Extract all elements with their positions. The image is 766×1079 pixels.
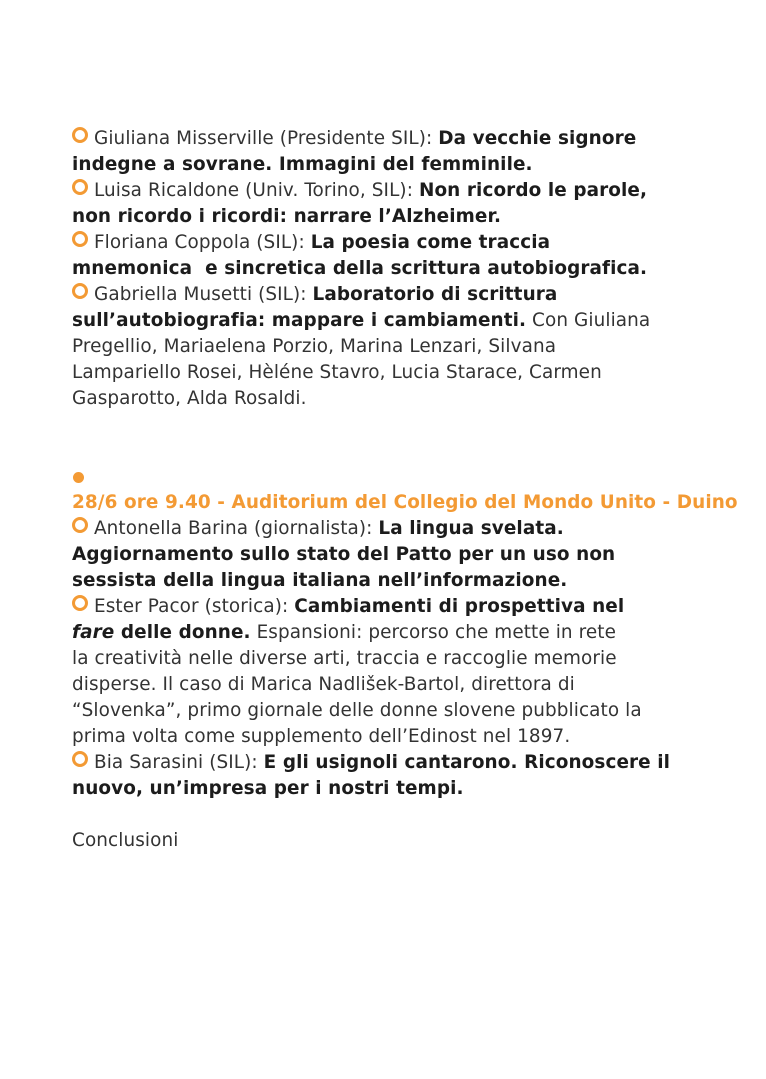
entry-title-continued: indegne a sovrane. Immagini del femminile. bbox=[72, 154, 533, 175]
entry-sarasini bbox=[72, 750, 712, 802]
entry-participants-line: Gasparotto, Alda Rosaldi. bbox=[72, 388, 307, 409]
orange-ring-icon bbox=[72, 751, 88, 767]
entry-author: Gabriella Musetti (SIL): bbox=[94, 284, 313, 305]
entry-description-line: la creatività nelle diverse arti, traccia e raccoglie memorie bbox=[72, 648, 617, 669]
orange-ring-icon bbox=[72, 127, 88, 143]
orange-ring-icon bbox=[72, 595, 88, 611]
entry-author: Antonella Barina (giornalista): bbox=[94, 518, 379, 539]
section-1 bbox=[72, 126, 712, 412]
entry-coppola bbox=[72, 230, 712, 282]
entry-title-continued: non ricordo i ricordi: narrare l’Alzheimer. bbox=[72, 206, 502, 227]
entry-participants-line: Lampariello Rosei, Hèléne Stavro, Lucia Starace, Carmen bbox=[72, 362, 602, 383]
entry-title-continued: delle donne. bbox=[114, 622, 251, 643]
entry-participants-line: Pregellio, Mariaelena Porzio, Marina Lenzari, Silvana bbox=[72, 336, 557, 357]
entry-title: La poesia come traccia bbox=[310, 232, 551, 253]
entry-title-continued: mnemonica e sincretica della scrittura autobiografica. bbox=[72, 258, 648, 279]
entry-author: Ester Pacor (storica): bbox=[94, 596, 295, 617]
orange-ring-icon bbox=[72, 283, 88, 299]
entry-title: Laboratorio di scrittura bbox=[312, 284, 558, 305]
entry-author: Bia Sarasini (SIL): bbox=[94, 752, 264, 773]
entry-title: E gli usignoli cantarono. Riconoscere il bbox=[263, 752, 671, 773]
session-header: 28/6 ore 9.40 - Auditorium del Collegio del Mondo Unito - Duino bbox=[72, 492, 738, 513]
entry-description-line: prima volta come supplemento dell’Edinost nel 1897. bbox=[72, 726, 571, 747]
entry-pacor bbox=[72, 594, 712, 750]
entry-description-line: “Slovenka”, primo giornale delle donne slovene pubblicato la bbox=[72, 700, 642, 721]
entry-description: Espansioni: percorso che mette in rete bbox=[250, 622, 617, 643]
entry-ricaldone bbox=[72, 178, 712, 230]
entry-description-line: disperse. Il caso di Marica Nadlišek-Bartol, direttora di bbox=[72, 674, 575, 695]
conclusions-label: Conclusioni bbox=[72, 830, 179, 851]
entry-title-continued: Aggiornamento sullo stato del Patto per un uso non bbox=[72, 544, 616, 565]
entry-author: Floriana Coppola (SIL): bbox=[94, 232, 311, 253]
entry-title-italic: fare bbox=[72, 622, 115, 643]
program-page bbox=[72, 126, 738, 872]
orange-ring-icon bbox=[72, 517, 88, 533]
entry-musetti bbox=[72, 282, 712, 412]
section-2 bbox=[72, 472, 738, 854]
entry-title: Non ricordo le parole, bbox=[418, 180, 648, 201]
entry-title-continued: nuovo, un’impresa per i nostri tempi. bbox=[72, 778, 464, 799]
entry-title-continued: sessista della lingua italiana nell’informazione. bbox=[72, 570, 568, 591]
entry-author: Luisa Ricaldone (Univ. Torino, SIL): bbox=[94, 180, 419, 201]
entry-author: Giuliana Misserville (Presidente SIL): bbox=[94, 128, 439, 149]
entry-participants: Con Giuliana bbox=[526, 310, 651, 331]
entry-misserville bbox=[72, 126, 712, 178]
orange-dot-icon bbox=[73, 472, 84, 483]
entry-title: La lingua svelata. bbox=[378, 518, 564, 539]
orange-ring-icon bbox=[72, 179, 88, 195]
entry-barina bbox=[72, 516, 712, 594]
section-spacer bbox=[72, 412, 712, 464]
entry-title: Cambiamenti di prospettiva nel bbox=[294, 596, 625, 617]
entry-title-continued: sull’autobiografia: mappare i cambiamenti. bbox=[72, 310, 527, 331]
entry-title: Da vecchie signore bbox=[438, 128, 637, 149]
orange-ring-icon bbox=[72, 231, 88, 247]
